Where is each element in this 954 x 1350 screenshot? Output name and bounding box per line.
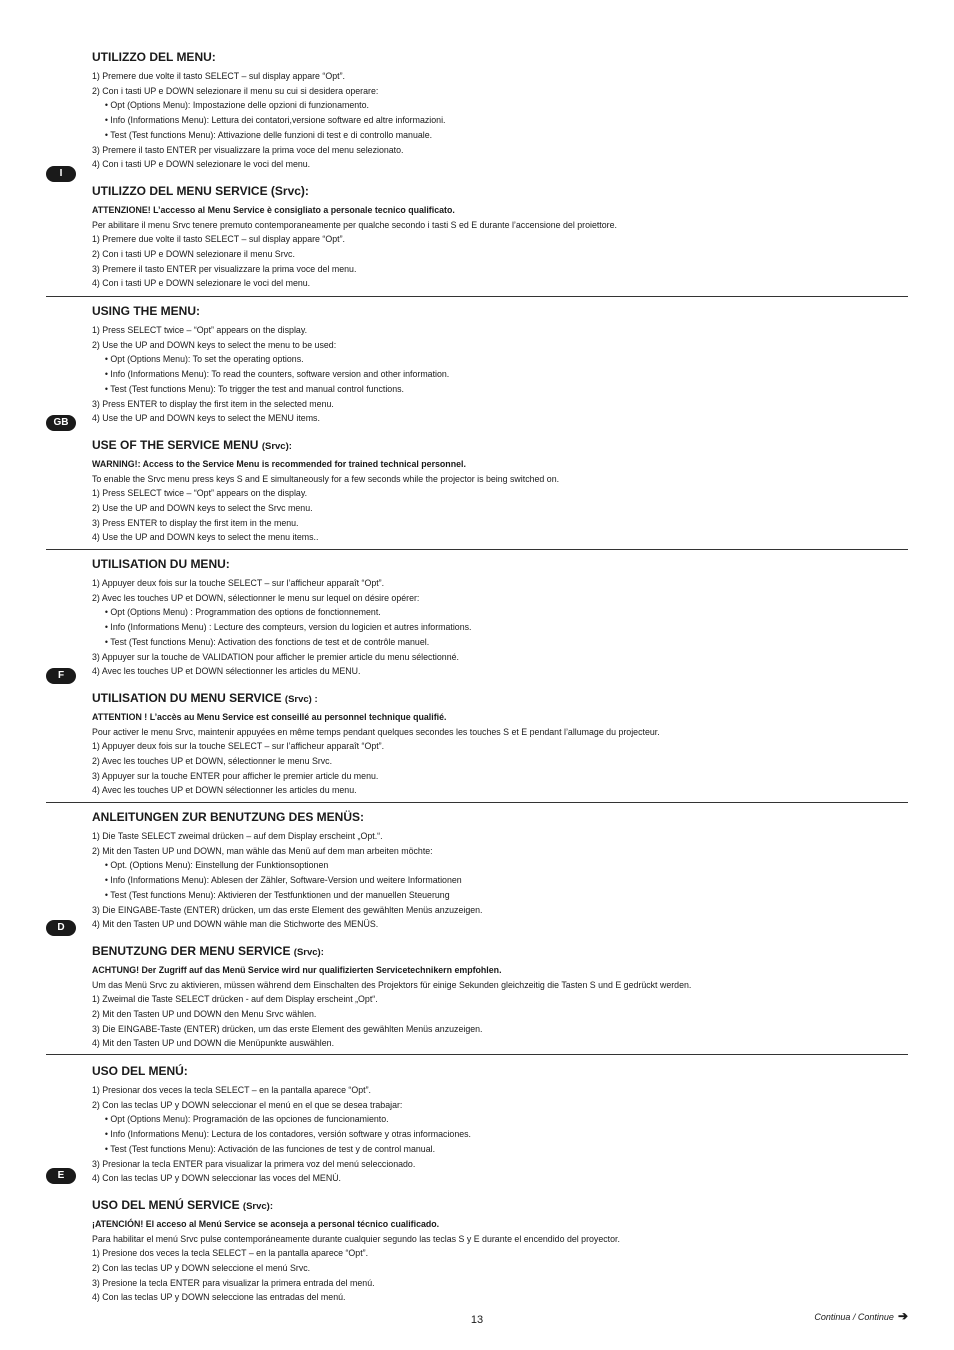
service-heading (92, 438, 908, 452)
bullet-item: • Info (Informations Menu) : Lecture des compteurs, version du logicien et autres informations. (104, 622, 472, 634)
bullet-item: • Test (Test functions Menu): Activación de las funciones de test y de control manual. (104, 1143, 436, 1155)
section-spanish (92, 1064, 908, 1306)
list-item: 3) Premere il tasto ENTER per visualizzare la prima voce del menu. (92, 263, 357, 275)
section-heading: USING THE MENU: (92, 304, 200, 318)
section-divider (46, 549, 908, 550)
section-heading: UTILISATION DU MENU: (92, 557, 230, 571)
bullet-item: • Opt (Options Menu): Programación de las opciones de funcionamiento. (104, 1114, 389, 1126)
list-item: 2) Con i tasti UP e DOWN selezionare il menu Srvc. (92, 249, 295, 261)
bullet-item: • Info (Informations Menu): Ablesen der Zähler, Software-Version und weitere Informationen (104, 875, 462, 887)
list-item: 3) Appuyer sur la touche de VALIDATION pour afficher le premier article du menu sélectionné. (92, 651, 459, 663)
list-item: 4) Mit den Tasten UP und DOWN wähle man die Stichworte des MENÜS. (92, 919, 379, 931)
section-divider (46, 802, 908, 803)
service-heading-suffix: (Srvc): (293, 946, 324, 958)
list-item: 1) Appuyer deux fois sur la touche SELECT – sur l’afficheur apparaît “Opt”. (92, 578, 385, 589)
paragraph: Para habilitar el menú Srvc pulse contemporáneamente durante cualquier segundo las teclas S y E durante el encendido del proyector. (92, 1233, 620, 1245)
bullet-item: • Opt. (Options Menu): Einstellung der Funktionsoptionen (104, 860, 329, 872)
list-item: 1) Premere due volte il tasto SELECT – sul display appare “Opt”. (92, 71, 345, 82)
list-item: 2) Use the UP and DOWN keys to select the Srvc menu. (92, 503, 313, 515)
paragraph: Per abilitare il menu Srvc tenere premuto contemporaneamente per qualche secondo i tasti S ed E durante l’accensione del proiettore. (92, 219, 617, 231)
section-heading: USO DEL MENÚ: (92, 1064, 188, 1078)
bullet-item: • Test (Test functions Menu): Attivazione delle funzioni di test e di controllo manuale. (104, 129, 433, 141)
list-item: 4) Avec les touches UP et DOWN sélectionner les articles du MENU. (92, 666, 361, 678)
section-divider (46, 296, 908, 297)
service-heading-text: BENUTZUNG DER MENU SERVICE (92, 943, 294, 958)
section-french (92, 557, 908, 799)
service-heading (92, 944, 908, 958)
paragraph: Pour activer le menu Srvc, maintenir appuyées en même temps pendant quelques secondes les touches S et E pendant l’allumage du projecteur. (92, 726, 660, 738)
list-item: 1) Press SELECT twice – “Opt” appears on the display. (92, 325, 308, 336)
list-item: 3) Die EINGABE-Taste (ENTER) drücken, um das erste Element des gewählten Menüs anzuzeigen. (92, 904, 483, 916)
list-item: 4) Use the UP and DOWN keys to select the MENU items. (92, 413, 320, 425)
list-item: 4) Avec les touches UP et DOWN sélectionner les articles du menu. (92, 785, 357, 797)
list-item: 2) Con las teclas UP y DOWN seleccione el menú Srvc. (92, 1263, 311, 1275)
page-number: 13 (470, 1314, 484, 1326)
list-item: 1) Die Taste SELECT zweimal drücken – auf dem Display erscheint „Opt.“. (92, 831, 383, 842)
service-heading-text: USO DEL MENÚ SERVICE (92, 1197, 243, 1212)
section-german (92, 810, 908, 1052)
section-heading: UTILIZZO DEL MENU: (92, 50, 216, 64)
list-item: 2) Mit den Tasten UP und DOWN, man wähle das Menü auf dem man arbeiten möchte: (92, 845, 433, 857)
section-english (92, 304, 908, 546)
service-heading-text: USE OF THE SERVICE MENU (92, 437, 262, 452)
list-item: 1) Appuyer deux fois sur la touche SELECT – sur l’afficheur apparaît “Opt”. (92, 741, 385, 753)
bullet-item: • Info (Informations Menu): Lettura dei contatori,versione software ed altre informazioni. (104, 115, 446, 127)
list-item: 3) Appuyer sur la touche ENTER pour afficher le premier article du menu. (92, 770, 379, 782)
warning-text: ATTENTION ! L’accès au Menu Service est conseillé au personnel technique qualifié. (92, 711, 447, 723)
warning-text: ATTENZIONE! L’accesso al Menu Service è consigliato a personale tecnico qualificato. (92, 204, 455, 216)
bullet-item: • Opt (Options Menu): Impostazione delle opzioni di funzionamento. (104, 100, 369, 112)
list-item: 4) Con i tasti UP e DOWN selezionare le voci del menu. (92, 278, 311, 290)
language-badge-e: E (46, 1168, 76, 1184)
language-badge-gb: GB (46, 415, 76, 431)
service-heading-suffix: (Srvc): (242, 1200, 274, 1212)
paragraph: Um das Menü Srvc zu aktivieren, müssen während dem Einschalten des Projektors für einige Sekunden gleichzeitig die Tasten S und E gedrückt werden. (92, 979, 692, 991)
warning-text: ACHTUNG! Der Zugriff auf das Menü Service wird nur qualifizierten Servicetechnikern empfohlen. (92, 964, 502, 976)
warning-text: WARNING!: Access to the Service Menu is recommended for trained technical personnel. (92, 458, 466, 470)
paragraph: To enable the Srvc menu press keys S and E simultaneously for a few seconds while the projector is being switched on. (92, 473, 560, 485)
bullet-item: • Info (Informations Menu): To read the counters, software version and other information. (104, 369, 450, 381)
section-divider (46, 1054, 908, 1055)
section-heading: ANLEITUNGEN ZUR BENUTZUNG DES MENÜS: (92, 810, 364, 824)
list-item: 3) Die EINGABE-Taste (ENTER) drücken, um das erste Element des gewählten Menüs anzuzeigen. (92, 1023, 483, 1035)
list-item: 1) Press SELECT twice – “Opt” appears on the display. (92, 488, 308, 500)
list-item: 1) Premere due volte il tasto SELECT – sul display appare “Opt”. (92, 234, 345, 246)
service-heading-text: UTILISATION DU MENU SERVICE (92, 690, 285, 705)
list-item: 3) Presionar la tecla ENTER para visualizar la primera voz del menú seleccionado. (92, 1158, 416, 1170)
list-item: 1) Presionar dos veces la tecla SELECT – en la pantalla aparece “Opt”. (92, 1085, 372, 1096)
language-badge-f: F (46, 668, 76, 684)
list-item: 4) Con las teclas UP y DOWN seleccionar las voces del MENÚ. (92, 1173, 342, 1185)
bullet-item: • Test (Test functions Menu): To trigger the test and manual control functions. (104, 383, 404, 395)
list-item: 1) Zweimal die Taste SELECT drücken - auf dem Display erscheint „Opt“. (92, 994, 378, 1006)
bullet-item: • Info (Informations Menu): Lectura de los contadores, versión software y otras informaciones. (104, 1129, 472, 1141)
service-heading-text: UTILIZZO DEL MENU SERVICE (Srvc): (92, 183, 309, 198)
bullet-item: • Opt (Options Menu): To set the operating options. (104, 354, 304, 366)
list-item: 2) Avec les touches UP et DOWN, sélectionner le menu Srvc. (92, 756, 333, 768)
continue-link[interactable] (814, 1309, 908, 1323)
list-item: 2) Con i tasti UP e DOWN selezionare il menu su cui si desidera operare: (92, 85, 379, 97)
list-item: 2) Mit den Tasten UP und DOWN den Menu Srvc wählen. (92, 1009, 317, 1021)
list-item: 3) Press ENTER to display the first item in the selected menu. (92, 398, 334, 410)
list-item: 2) Con las teclas UP y DOWN seleccionar el menú en el que se desea trabajar: (92, 1099, 403, 1111)
list-item: 4) Mit den Tasten UP und DOWN die Menüpunkte auswählen. (92, 1038, 335, 1050)
list-item: 2) Use the UP and DOWN keys to select the menu to be used: (92, 339, 337, 351)
bullet-item: • Test (Test functions Menu): Activation des fonctions de test et de contrôle manuel. (104, 636, 430, 648)
arrow-right-icon: ➔ (897, 1309, 908, 1323)
service-heading (92, 1198, 908, 1212)
service-heading-suffix: (Srvc): (261, 440, 292, 452)
service-heading (92, 184, 908, 198)
continue-label: Continua / Continue (814, 1312, 894, 1322)
service-heading (92, 691, 908, 705)
list-item: 4) Use the UP and DOWN keys to select the menu items.. (92, 532, 319, 544)
section-italian (92, 50, 908, 292)
language-badge-d: D (46, 920, 76, 936)
list-item: 3) Press ENTER to display the first item in the menu. (92, 517, 299, 529)
service-heading-suffix: (Srvc) : (284, 693, 318, 705)
list-item: 4) Con i tasti UP e DOWN selezionare le voci del menu. (92, 159, 311, 171)
list-item: 2) Avec les touches UP et DOWN, sélectionner le menu sur lequel on désire opérer: (92, 592, 420, 604)
list-item: 3) Presione la tecla ENTER para visualizar la primera entrada del menú. (92, 1277, 375, 1289)
language-badge-i: I (46, 166, 76, 182)
bullet-item: • Opt (Options Menu) : Programmation des options de fonctionnement. (104, 607, 381, 619)
list-item: 4) Con las teclas UP y DOWN seleccione las entradas del menú. (92, 1292, 346, 1304)
bullet-item: • Test (Test functions Menu): Aktivieren der Testfunktionen und der manuellen Steuerung (104, 889, 450, 901)
warning-text: ¡ATENCIÓN! El acceso al Menú Service se aconseja a personal técnico cualificado. (92, 1218, 440, 1230)
list-item: 3) Premere il tasto ENTER per visualizzare la prima voce del menu selezionato. (92, 144, 404, 156)
list-item: 1) Presione dos veces la tecla SELECT – en la pantalla aparece “Opt”. (92, 1248, 369, 1260)
